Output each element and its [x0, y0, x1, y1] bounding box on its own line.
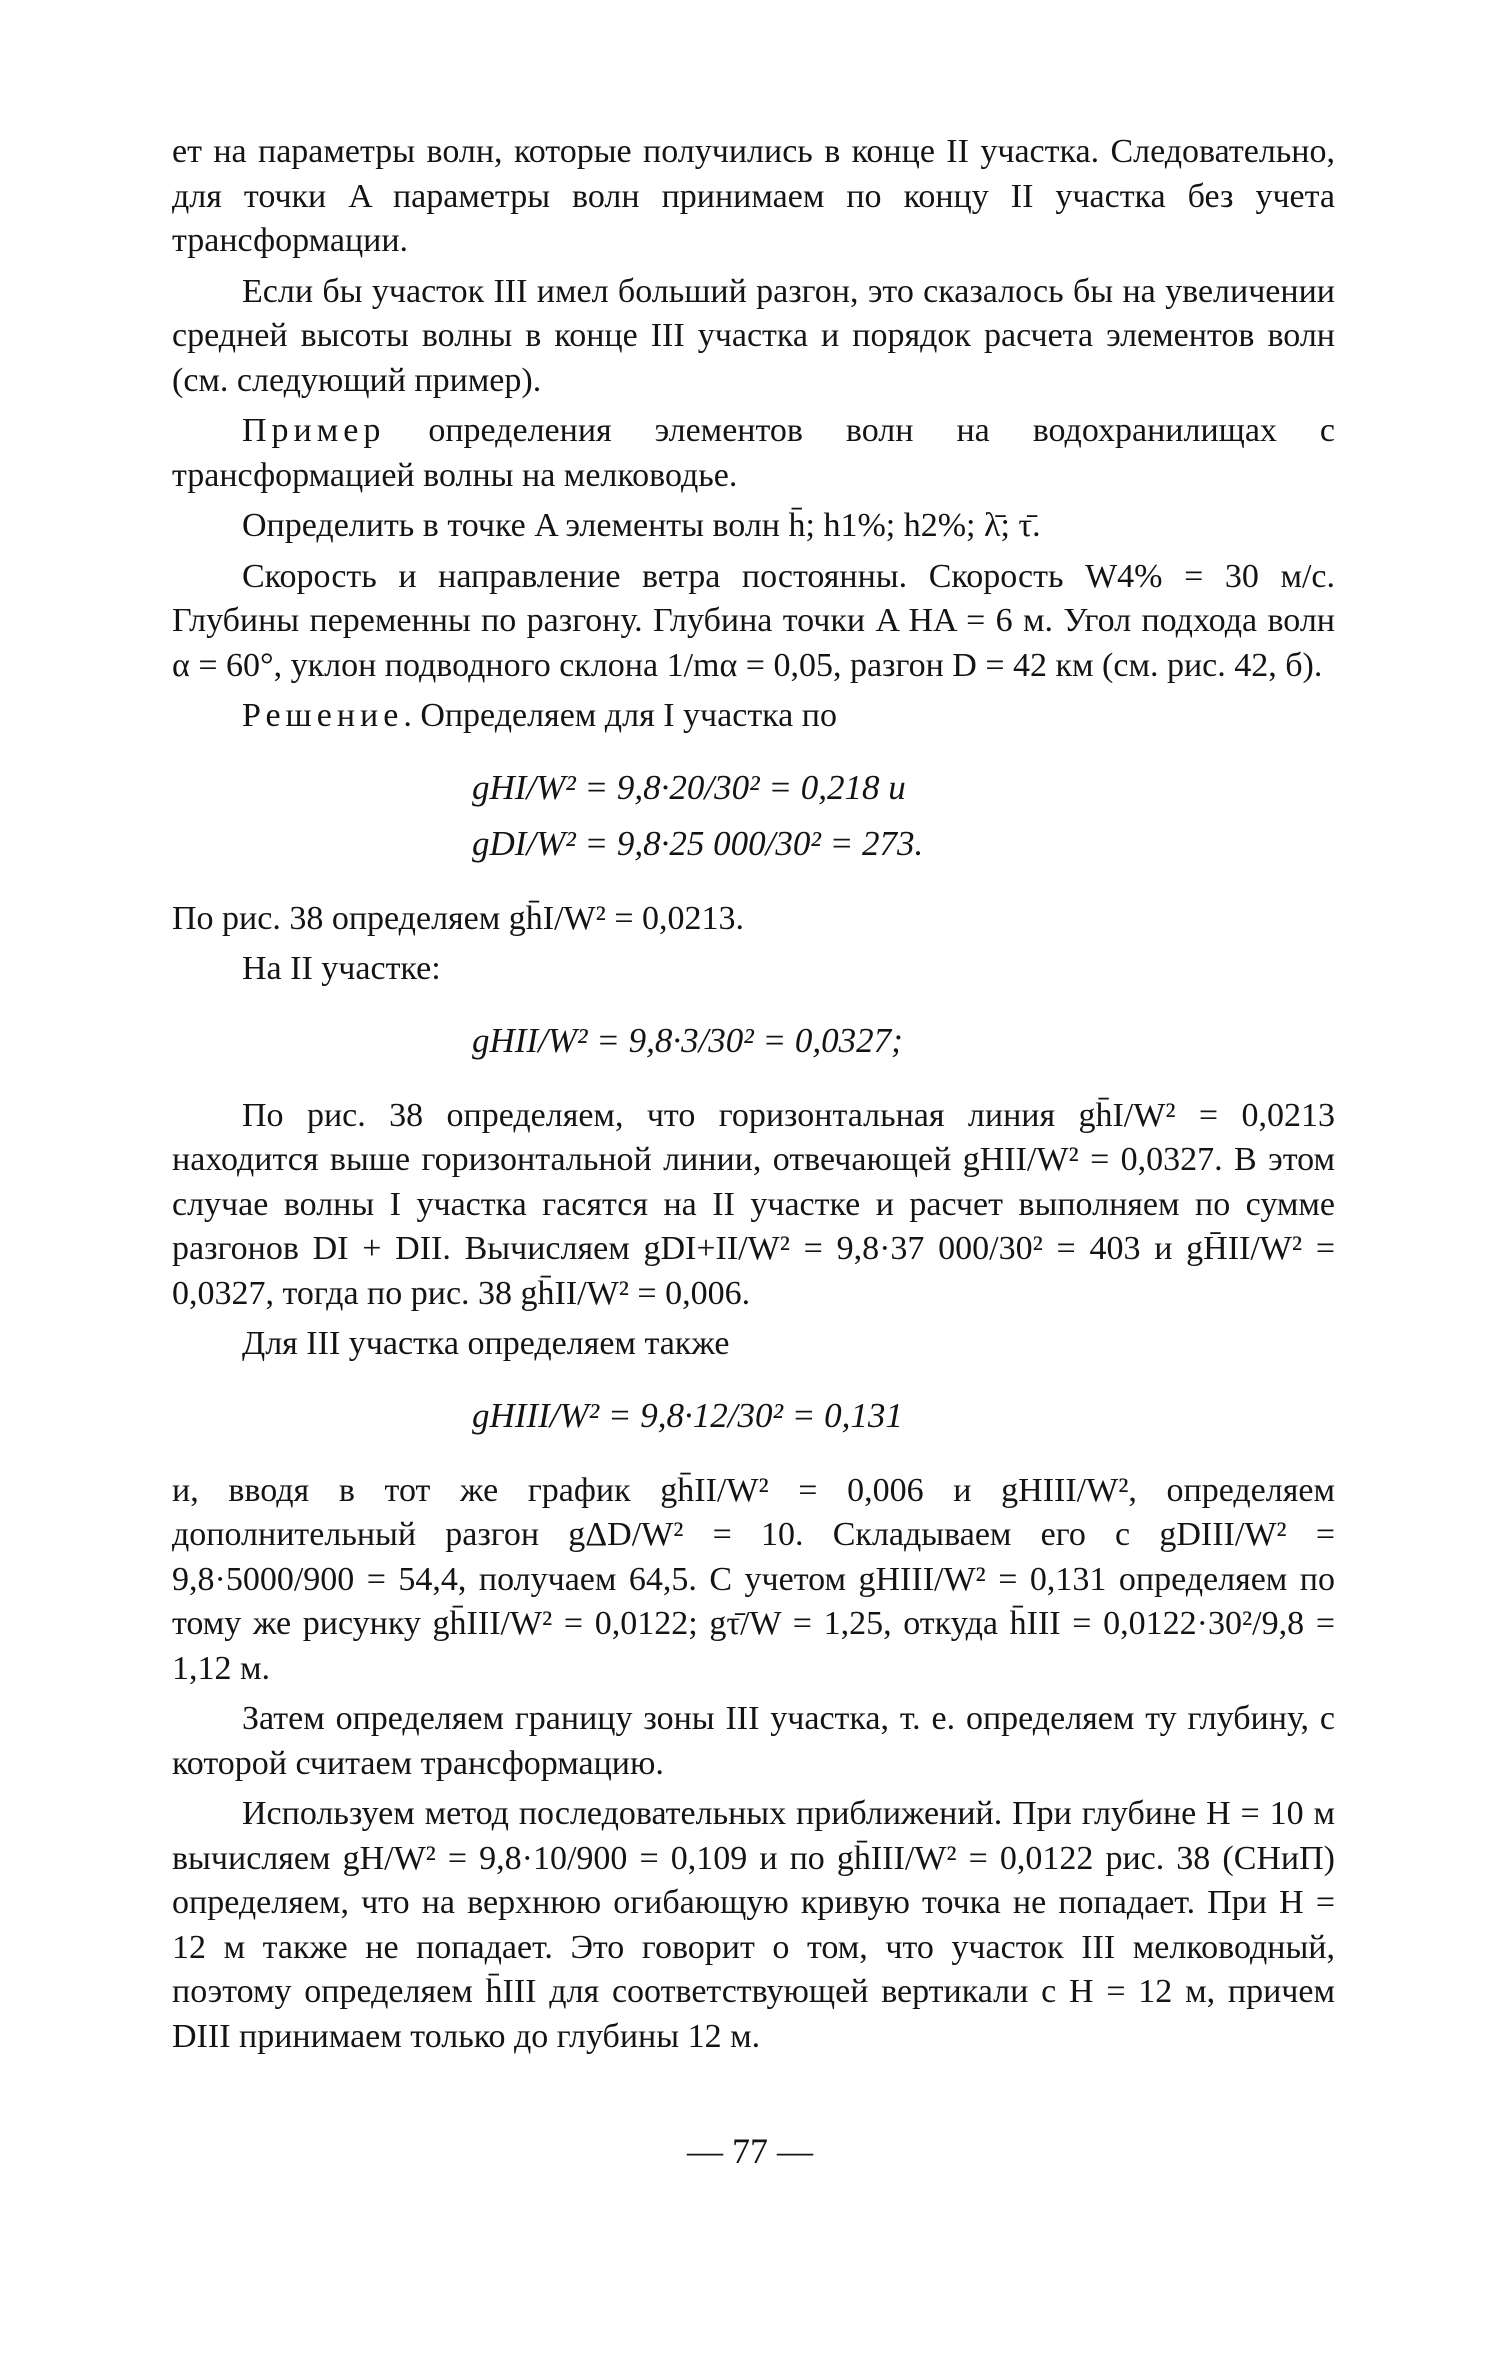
paragraph-continuation: ет на параметры волн, которые получились в конце II участка. Следовательно, для точки A параметры волн принимаем по концу II участка без учета трансформации. — [172, 133, 1335, 259]
paragraph-section-3: Для III участка определяем также — [242, 1325, 730, 1362]
paragraph-figure38-result: По рис. 38 определяем gh̄I/W² = 0,0213. — [172, 899, 745, 937]
paragraph-solution — [172, 694, 1335, 739]
formula-depth-section-2: gHII/W² = 9,8·3/30² = 0,0327; — [472, 1020, 903, 1060]
paragraph-additional-fetch: и, вводя в тот же график gh̄II/W² = 0,006 и gHIII/W², определяем дополнительный разгон gΔD/W² = 10. Складываем его с gDIII/W² = 9,8·5000/900 = 54,4, получаем 64,5. С учетом gHIII/W² = 0,131 определяем по тому же рисунку gh̄III/W² = 0,0122; gτ̄/W = 1,25, откуда h̄III = 0,0122·30²/9,8 = 1,12 м. — [172, 1471, 1335, 1687]
paragraph-task: Определить в точке A элементы волн h̄; h1%; h2%; λ̄; τ̄. — [242, 507, 1041, 544]
paragraph-approximation: Используем метод последовательных приближений. При глубине H = 10 м вычисляем gH/W² = 9,8·10/900 = 0,109 и по gh̄III/W² = 0,0122 рис. 38 (СНиП) определяем, что на верхнюю огибающую кривую точка не попадает. При H = 12 м также не попадает. Это говорит о том, что участок III мелководный, поэтому определяем h̄III для соответствующей вертикали с H = 12 м, причем DIII принимаем только до глубины 12 м. — [172, 1795, 1335, 2055]
paragraph-zone-boundary: Затем определяем границу зоны III участка, т. е. определяем ту глубину, с которой считаем трансформацию. — [172, 1700, 1335, 1782]
formula-fetch-section-1: gDI/W² = 9,8·25 000/30² = 273. — [472, 823, 924, 863]
example-label: Пример — [242, 412, 386, 449]
solution-text: . Определяем для I участка по — [403, 697, 837, 734]
paragraph-conditions: Скорость и направление ветра постоянны. Скорость W4% = 30 м/с. Глубины переменны по разгону. Глубина точки A HA = 6 м. Угол подхода волн α = 60°, уклон подводного склона 1/mα = 0,05, разгон D = 42 км (см. рис. 42, б). — [172, 557, 1335, 684]
paragraph-larger-fetch: Если бы участок III имел больший разгон, это сказалось бы на увеличении средней высоты волны в конце III участка и порядок расчета элементов волн (см. следующий пример). — [172, 272, 1335, 399]
paragraph-section-2: На II участке: — [242, 950, 441, 987]
paragraph-example-heading — [172, 409, 1335, 498]
formula-depth-section-3: gHIII/W² = 9,8·12/30² = 0,131 — [472, 1395, 903, 1435]
paragraph-horizontal-line: По рис. 38 определяем, что горизонтальная линия gh̄I/W² = 0,0213 находится выше горизонтальной линии, отвечающей gHII/W² = 0,0327. В этом случае волны I участка гасятся на II участке и расчет выполняем по сумме разгонов DI + DII. Вычисляем gDI+II/W² = 9,8·37 000/30² = 403 и gH̄II/W² = 0,0327, тогда по рис. 38 gh̄II/W² = 0,006. — [172, 1096, 1335, 1312]
solution-label: Решение — [242, 697, 404, 734]
example-text: определения элементов волн на водохранилищах с трансформацией волны на мелководье. — [172, 412, 1335, 494]
formula-depth-section-1: gHI/W² = 9,8·20/30² = 0,218 и — [472, 767, 906, 807]
page-number: — 77 — — [687, 2131, 813, 2171]
